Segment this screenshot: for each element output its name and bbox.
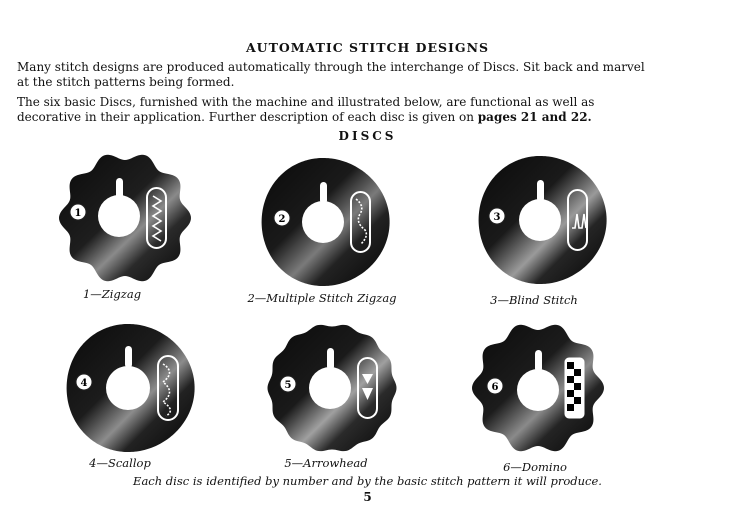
disc-4	[60, 318, 200, 458]
disc-number: 6	[491, 382, 499, 393]
disc-number: 1	[74, 208, 82, 219]
intro-paragraph: Many stitch designs are produced automatically through the interchange of Discs. Sit back and marvel at the stitch patterns being formed.	[17, 60, 645, 89]
footer-note: Each disc is identified by number and by the basic stitch pattern it will produce.	[133, 474, 602, 488]
page-number: 5	[363, 490, 372, 504]
disc-6	[468, 318, 608, 458]
disc-1	[55, 148, 195, 288]
disc-caption: 6—Domino	[503, 460, 567, 474]
disc-caption: 4—Scallop	[89, 456, 151, 470]
disc-number: 4	[80, 378, 88, 389]
disc-caption: 3—Blind Stitch	[490, 293, 578, 307]
disc-5	[262, 318, 402, 458]
disc-number: 2	[278, 214, 286, 225]
disc-number: 5	[284, 380, 292, 391]
section-subtitle: DISCS	[338, 129, 397, 143]
disc-number: 3	[493, 212, 501, 223]
description-text: The six basic Discs, furnished with the machine and illustrated below, are functional as well as decorative in their application. Further description of each disc is given on	[17, 95, 595, 124]
disc-2	[255, 152, 395, 292]
disc-3	[472, 150, 612, 290]
page-reference: pages 21 and 22.	[477, 110, 592, 124]
disc-caption: 1—Zigzag	[82, 287, 142, 301]
description-paragraph	[17, 95, 657, 125]
page-title: AUTOMATIC STITCH DESIGNS	[245, 40, 490, 55]
disc-caption: 5—Arrowhead	[284, 456, 368, 470]
disc-caption: 2—Multiple Stitch Zigzag	[247, 291, 397, 305]
